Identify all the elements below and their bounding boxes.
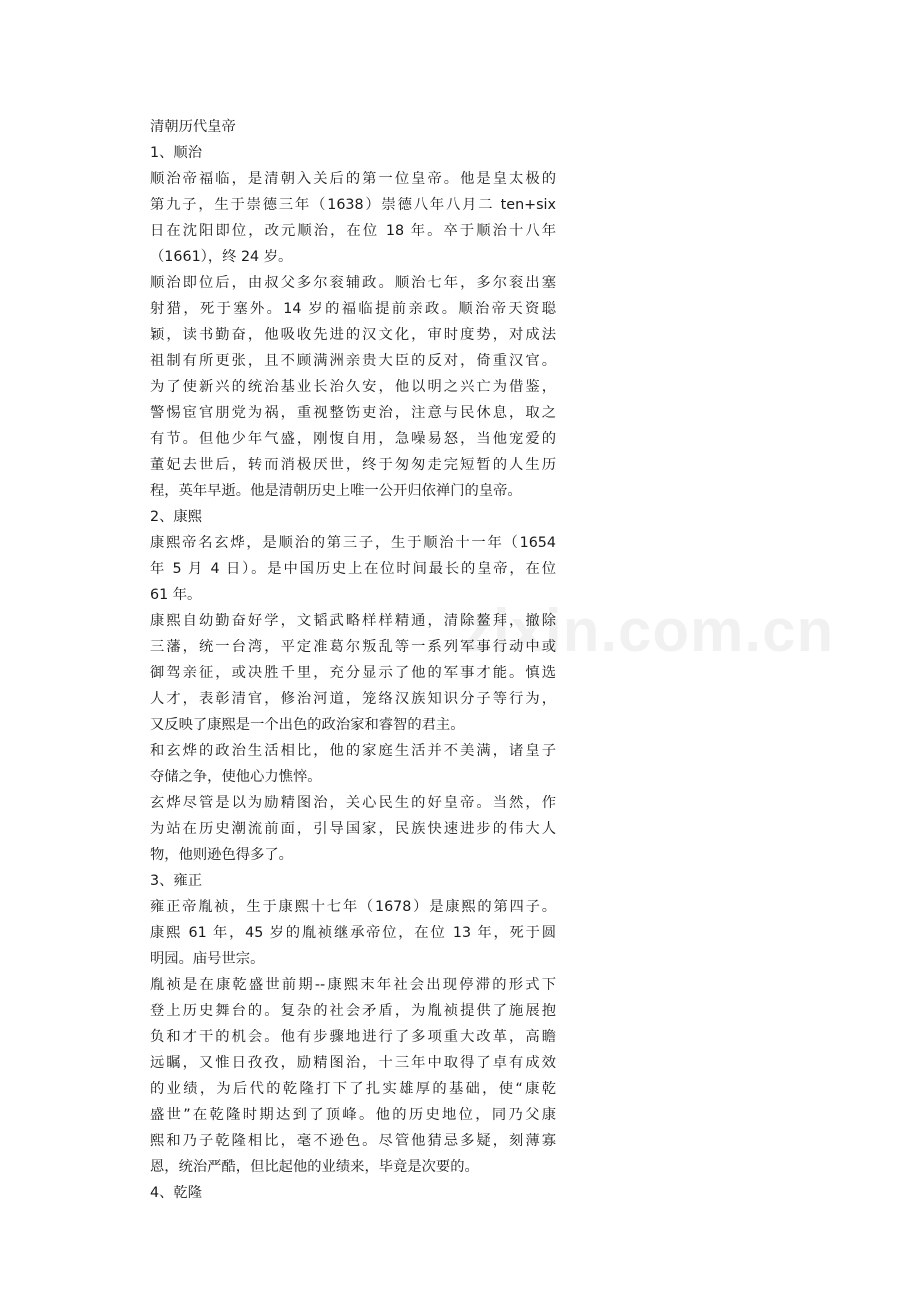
text-line: 第九子，生于崇德三年（1638）崇德八年八月二 ten+six xyxy=(150,197,556,213)
text-line: 4、乾隆 xyxy=(150,1185,202,1201)
document-title: 清朝历代皇帝 xyxy=(150,119,236,135)
text-line: 为了使新兴的统治基业长治久安，他以明之兴亡为借鉴， xyxy=(150,379,556,395)
text-line: 雍正帝胤祯，生于康熙十七年（1678）是康熙的第四子。 xyxy=(150,899,556,915)
watermark: zixin.com.cn xyxy=(462,597,835,664)
text-line: 颖，读书勤奋，他吸收先进的汉文化，审时度势，对成法 xyxy=(150,327,556,343)
text-line: 3、雍正 xyxy=(150,873,202,889)
text-line: 射猎，死于塞外。14 岁的福临提前亲政。顺治帝天资聪 xyxy=(150,301,556,317)
text-line: 胤祯是在康乾盛世前期--康熙末年社会出现停滞的形式下 xyxy=(150,977,556,993)
text-line: 又反映了康熙是一个出色的政治家和睿智的君主。 xyxy=(150,717,465,733)
text-line: 2、康熙 xyxy=(150,509,202,525)
text-line: 盛世”在乾隆时期达到了顶峰。他的历史地位，同乃父康 xyxy=(150,1107,556,1123)
text-line: 顺治帝福临，是清朝入关后的第一位皇帝。他是皇太极的 xyxy=(150,171,556,187)
text-line: （1661），终 24 岁。 xyxy=(150,249,293,265)
text-line: 物，他则逊色得多了。 xyxy=(150,847,293,863)
text-line: 祖制有所更张，且不顾满洲亲贵大臣的反对，倚重汉官。 xyxy=(150,353,556,369)
text-line: 的业绩，为后代的乾隆打下了扎实雄厚的基础，使“康乾 xyxy=(150,1081,556,1097)
text-line: 为站在历史潮流前面，引导国家，民族快速进步的伟大人 xyxy=(150,821,556,837)
text-line: 康熙 61 年，45 岁的胤祯继承帝位，在位 13 年，死于圆 xyxy=(150,925,556,941)
text-line: 恩，统治严酷，但比起他的业绩来，毕竟是次要的。 xyxy=(150,1159,479,1175)
text-line: 三藩，统一台湾，平定准葛尔叛乱等一系列军事行动中或 xyxy=(150,639,556,655)
text-line: 年 5 月 4 日）。是中国历史上在位时间最长的皇帝，在位 xyxy=(150,561,556,577)
text-line: 有节。但他少年气盛，刚愎自用，急噪易怒，当他宠爱的 xyxy=(150,431,556,447)
text-line: 程，英年早逝。他是清朝历史上唯一公开归依禅门的皇帝。 xyxy=(150,483,522,499)
text-line: 远瞩，又惟日孜孜，励精图治，十三年中取得了卓有成效 xyxy=(150,1055,556,1071)
text-line: 康熙自幼勤奋好学，文韬武略样样精通，清除鳌拜，撤除 xyxy=(150,613,556,629)
text-line: 夺储之争，使他心力憔悴。 xyxy=(150,769,322,785)
text-line: 御驾亲征，或决胜千里，充分显示了他的军事才能。慎选 xyxy=(150,665,556,681)
text-line: 61 年。 xyxy=(150,587,202,603)
document-body xyxy=(150,114,556,1206)
text-line: 负和才干的机会。他有步骤地进行了多项重大改革，高瞻 xyxy=(150,1029,556,1045)
text-line: 警惕宦官朋党为祸，重视整饬吏治，注意与民休息，取之 xyxy=(150,405,556,421)
text-line: 玄烨尽管是以为励精图治，关心民生的好皇帝。当然，作 xyxy=(150,795,556,811)
text-line: 明园。庙号世宗。 xyxy=(150,951,265,967)
text-line: 和玄烨的政治生活相比，他的家庭生活并不美满，诸皇子 xyxy=(150,743,556,759)
text-line: 1、顺治 xyxy=(150,145,202,161)
text-line: 人才，表彰清官，修治河道，笼络汉族知识分子等行为， xyxy=(150,691,556,707)
text-line: 登上历史舞台的。复杂的社会矛盾，为胤祯提供了施展抱 xyxy=(150,1003,556,1019)
text-line: 日在沈阳即位，改元顺治，在位 18 年。卒于顺治十八年 xyxy=(150,223,556,239)
text-line: 董妃去世后，转而消极厌世，终于匆匆走完短暂的人生历 xyxy=(150,457,556,473)
text-line: 康熙帝名玄烨，是顺治的第三子，生于顺治十一年（1654 xyxy=(150,535,556,551)
text-line: 顺治即位后，由叔父多尔衮辅政。顺治七年，多尔衮出塞 xyxy=(150,275,556,291)
text-line: 熙和乃子乾隆相比，毫不逊色。尽管他猜忌多疑，刻薄寡 xyxy=(150,1133,556,1149)
